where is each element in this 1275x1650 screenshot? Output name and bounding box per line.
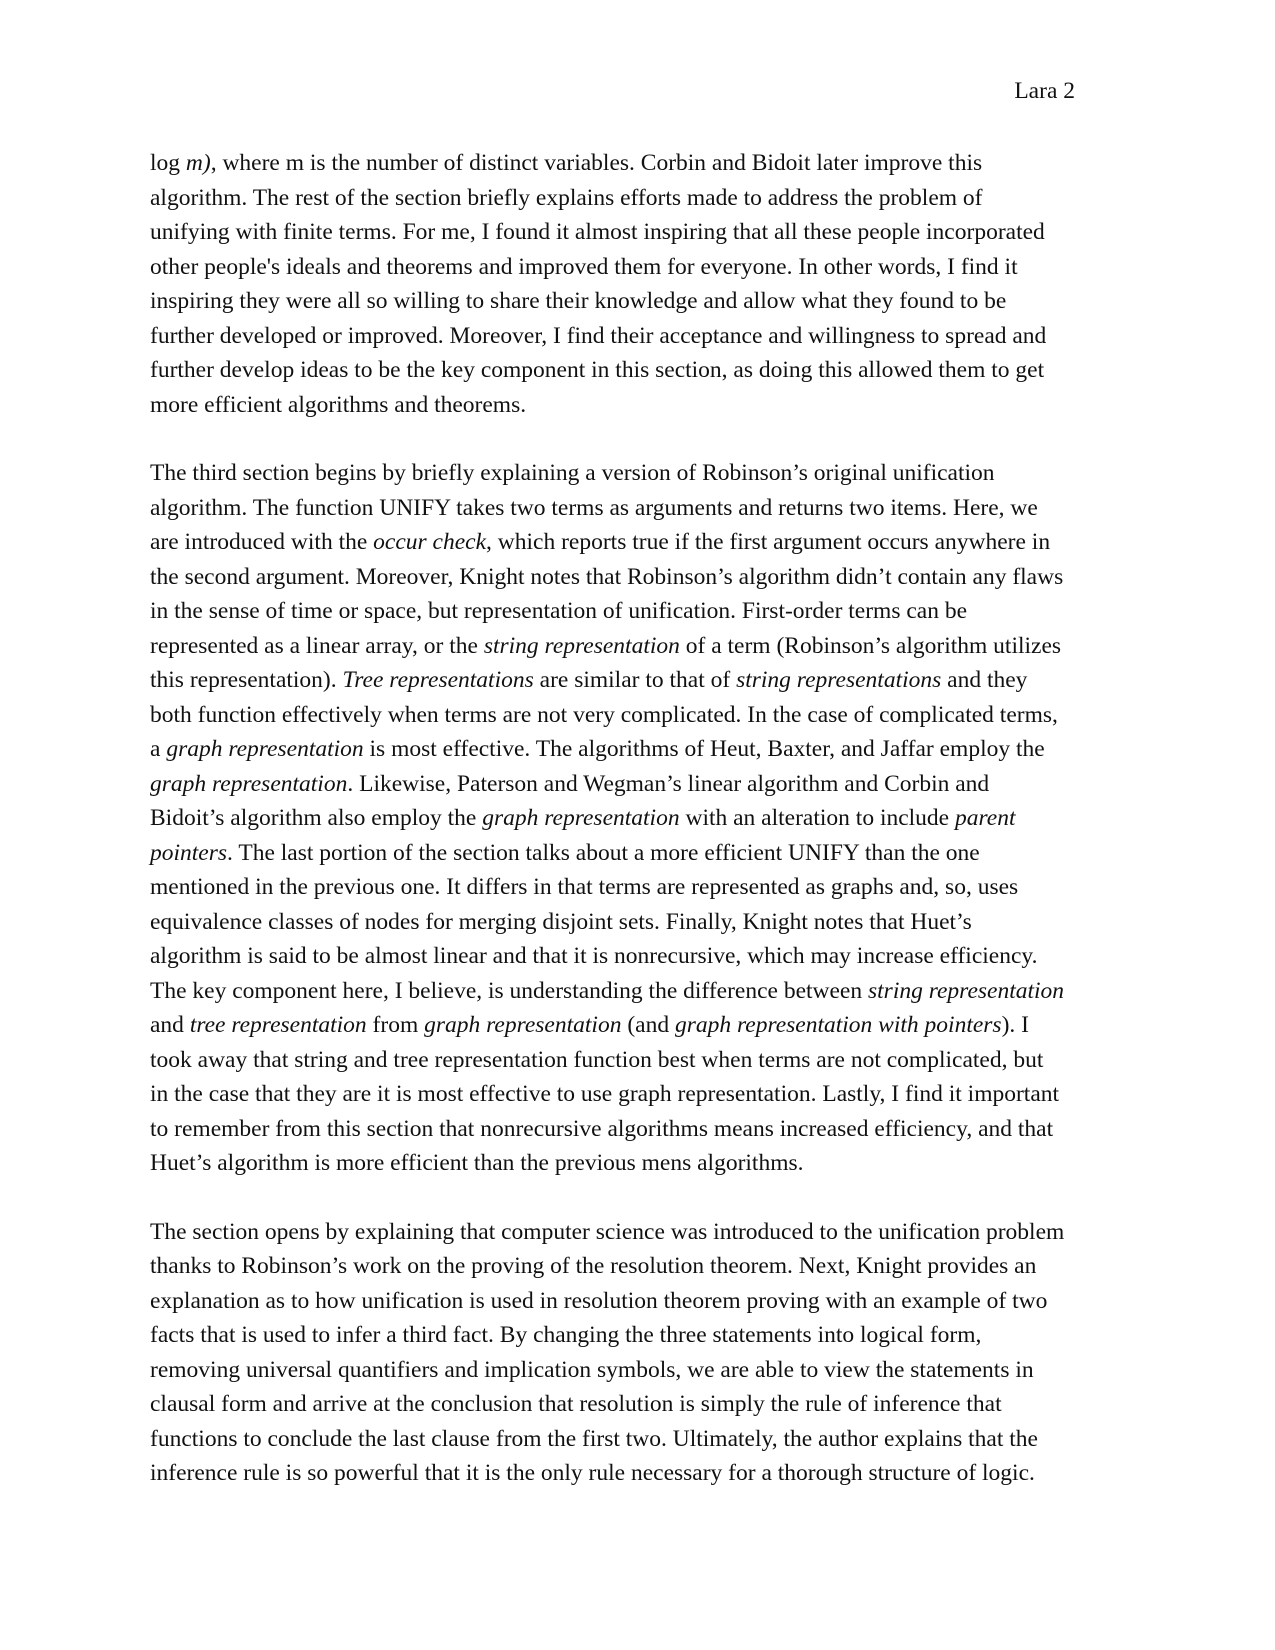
text-segment: are introduced with the [150, 529, 374, 555]
text-line [150, 353, 1130, 388]
text-segment: The third section begins by briefly explaining a version of Robinson’s original unification [150, 460, 995, 486]
text-segment: . The last portion of the section talks about a more efficient UNIFY than the one [227, 839, 980, 866]
text-segment: equivalence classes of nodes for merging disjoint sets. Finally, Knight notes that Huet’s [150, 908, 972, 935]
text-segment: ). I [1001, 1012, 1029, 1038]
text-segment: thanks to Robinson’s work on the proving of the resolution theorem. Next, Knight provides an [150, 1253, 1037, 1279]
text-line [150, 1215, 1130, 1250]
text-segment: facts that is used to infer a third fact. By changing the three statements into logical form, [150, 1322, 982, 1348]
text-line [150, 905, 1130, 940]
italic-term: string representations [736, 667, 942, 693]
text-line [150, 181, 1130, 216]
text-line [150, 1387, 1130, 1422]
text-line [150, 1318, 1130, 1353]
text-segment: , which reports true if the first argument occurs anywhere in [486, 529, 1051, 555]
text-segment: inspiring they were all so willing to share their knowledge and allow what they found to be [150, 288, 1007, 314]
text-segment: unifying with finite terms. For me, I found it almost inspiring that all these people incorporated [150, 219, 1045, 245]
text-segment: and they [941, 667, 1028, 693]
text-line [150, 1284, 1130, 1319]
text-line [150, 1353, 1130, 1388]
text-segment: both function effectively when terms are not very complicated. In the case of complicated terms, [150, 701, 1058, 728]
text-segment: in the sense of time or space, but representation of unification. First-order terms can be [150, 598, 968, 624]
paragraph-1 [150, 146, 1130, 422]
text-line [150, 491, 1130, 526]
text-segment: a [150, 736, 167, 762]
italic-term: pointers [150, 839, 228, 866]
text-segment: removing universal quantifiers and implication symbols, we are able to view the statements in [150, 1356, 1034, 1383]
text-line [150, 939, 1130, 974]
text-segment: algorithm. The rest of the section briefly explains efforts made to address the problem of [150, 184, 983, 211]
italic-term: tree representation [189, 1012, 367, 1038]
text-line [150, 698, 1130, 733]
text-line [150, 594, 1130, 629]
italic-term: Tree representations [342, 667, 534, 693]
paragraph-gap [150, 1181, 1130, 1215]
paragraph-gap [150, 422, 1130, 456]
text-segment: explanation as to how unification is used in resolution theorem proving with an example of two [150, 1287, 1048, 1314]
document-body [150, 146, 1130, 1491]
text-segment: took away that string and tree representation function best when terms are not complicated, but [150, 1046, 1044, 1073]
text-line [150, 250, 1130, 285]
text-segment: (and [621, 1012, 675, 1038]
text-line [150, 1112, 1130, 1147]
text-segment: log [150, 150, 186, 176]
italic-term: occur check [373, 529, 487, 555]
italic-term: graph representation with pointers [674, 1012, 1002, 1038]
text-line [150, 146, 1130, 181]
text-segment: this representation). [150, 667, 343, 693]
italic-term: graph representation [150, 770, 348, 797]
italic-term: m) [185, 150, 211, 176]
text-segment: The section opens by explaining that computer science was introduced to the unification problem [150, 1218, 1065, 1245]
text-line [150, 732, 1130, 767]
text-line [150, 215, 1130, 250]
text-segment: is most effective. The algorithms of Heut, Baxter, and Jaffar employ the [363, 736, 1045, 762]
text-segment: more efficient algorithms and theorems. [150, 391, 527, 418]
text-segment: with an alteration to include [679, 805, 955, 831]
text-segment: The key component here, I believe, is understanding the difference between [150, 977, 868, 1004]
text-segment: , where m is the number of distinct variables. Corbin and Bidoit later improve this [210, 150, 983, 176]
text-line [150, 974, 1130, 1009]
italic-term: string representation [483, 632, 680, 659]
italic-term: graph representation [166, 736, 364, 762]
paragraph-2 [150, 456, 1130, 1181]
text-segment: in the case that they are it is most effective to use graph representation. Lastly, I find it important [150, 1081, 1060, 1107]
text-segment: algorithm. The function UNIFY takes two terms as arguments and returns two items. Here, we [150, 494, 1038, 521]
text-line [150, 319, 1130, 354]
text-line [150, 525, 1130, 560]
text-line [150, 1249, 1130, 1284]
running-head: Lara 2 [1014, 78, 1075, 104]
text-line [150, 1077, 1130, 1112]
text-segment: . Likewise, Paterson and Wegman’s linear algorithm and Corbin and [347, 770, 990, 797]
text-line [150, 836, 1130, 871]
text-line [150, 767, 1130, 802]
text-segment: further develop ideas to be the key component in this section, as doing this allowed them to get [150, 357, 1045, 383]
text-line [150, 801, 1130, 836]
text-line [150, 560, 1130, 595]
text-segment: to remember from this section that nonrecursive algorithms means increased efficiency, and that [150, 1115, 1054, 1142]
text-segment: algorithm is said to be almost linear and that it is nonrecursive, which may increase efficiency. [150, 943, 1038, 969]
text-line [150, 663, 1130, 698]
text-segment: further developed or improved. Moreover, I find their acceptance and willingness to spread and [150, 322, 1047, 349]
text-segment: Huet’s algorithm is more efficient than the previous mens algorithms. [150, 1150, 804, 1176]
text-segment: functions to conclude the last clause from the first two. Ultimately, the author explains that the [150, 1425, 1038, 1452]
text-line [150, 1146, 1130, 1181]
text-segment: of a term (Robinson’s algorithm utilizes [679, 632, 1062, 659]
text-segment: clausal form and arrive at the conclusion that resolution is simply the rule of inference that [150, 1391, 1002, 1417]
italic-term: graph representation [424, 1012, 622, 1038]
italic-term: string representation [868, 977, 1065, 1004]
text-line [150, 870, 1130, 905]
text-segment: Bidoit’s algorithm also employ the [150, 805, 483, 831]
italic-term: graph representation [482, 805, 680, 831]
text-line [150, 1043, 1130, 1078]
text-segment: represented as a linear array, or the [150, 632, 484, 659]
text-line [150, 1456, 1130, 1491]
text-line [150, 388, 1130, 423]
text-line [150, 1422, 1130, 1457]
italic-term: parent [954, 805, 1016, 831]
text-line [150, 284, 1130, 319]
text-line [150, 456, 1130, 491]
text-segment: are similar to that of [533, 667, 737, 693]
text-line [150, 1008, 1130, 1043]
text-segment: and [150, 1012, 190, 1038]
paragraph-3 [150, 1215, 1130, 1491]
text-segment: from [366, 1012, 425, 1038]
text-segment: inference rule is so powerful that it is the only rule necessary for a thorough structure of logic. [150, 1460, 1035, 1486]
text-segment: other people's ideals and theorems and improved them for everyone. In other words, I find it [150, 253, 1018, 280]
text-segment: mentioned in the previous one. It differs in that terms are represented as graphs and, so, uses [150, 874, 1019, 900]
text-line [150, 629, 1130, 664]
text-segment: the second argument. Moreover, Knight notes that Robinson’s algorithm didn’t contain any flaws [150, 563, 1064, 590]
